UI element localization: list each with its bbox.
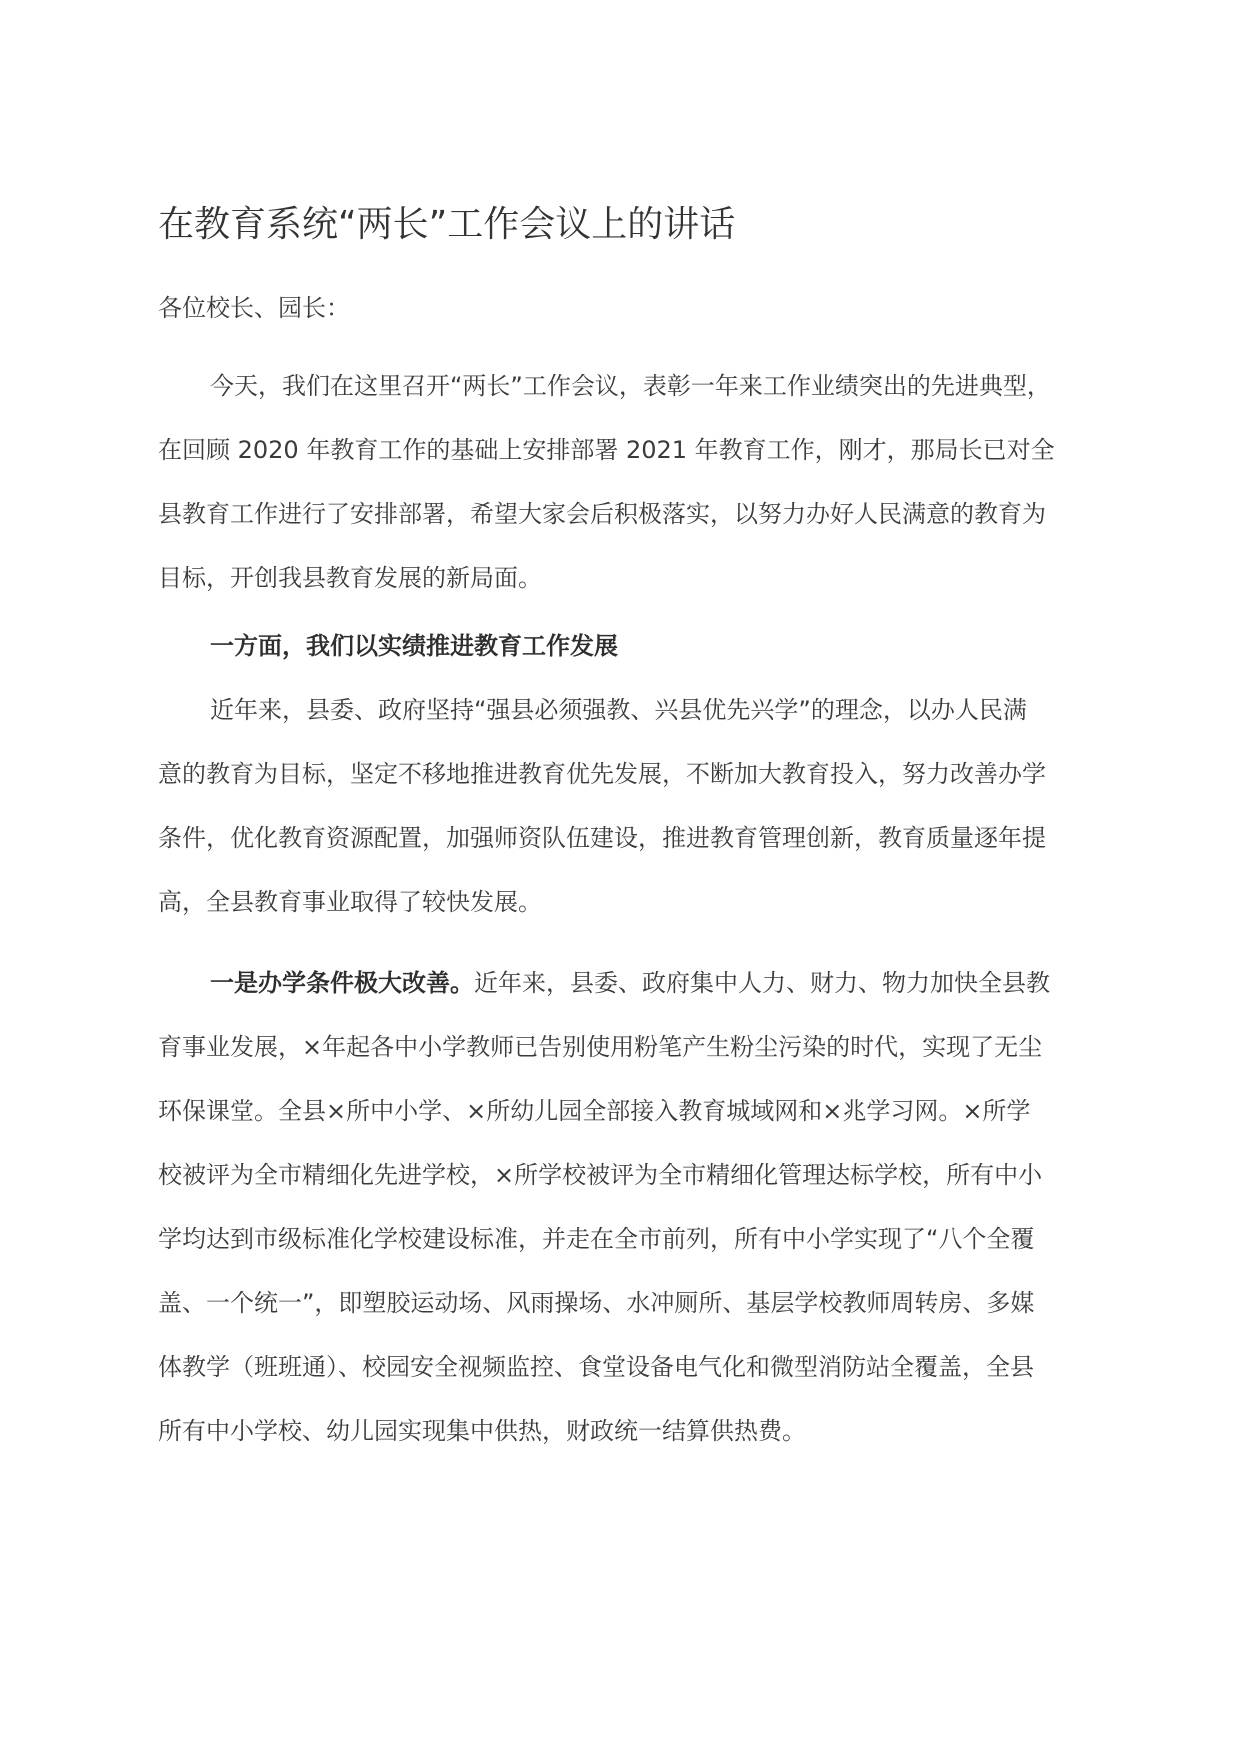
paragraph-opening [158, 354, 1098, 610]
text-line: 县教育工作进行了安排部署，希望大家会后积极落实，以努力办好人民满意的教育为 [158, 500, 1046, 528]
section-heading [158, 614, 1098, 678]
text-line: 高，全县教育事业取得了较快发展。 [158, 888, 542, 916]
document-title: 在教育系统“两长”工作会议上的讲话 [158, 204, 736, 245]
text-line: 条件，优化教育资源配置，加强师资队伍建设，推进教育管理创新，教育质量逐年提 [158, 824, 1046, 852]
text-line: 体教学（班班通）、校园安全视频监控、食堂设备电气化和微型消防站全覆盖，全县 [158, 1353, 1034, 1381]
text-line: 意的教育为目标，坚定不移地推进教育优先发展，不断加大教育投入，努力改善办学 [158, 760, 1046, 788]
text-line: 目标，开创我县教育发展的新局面。 [158, 564, 542, 592]
section-heading-text: 一方面，我们以实绩推进教育工作发展 [210, 632, 618, 660]
text-line: 环保课堂。全县×所中小学、×所幼儿园全部接入教育城域网和×兆学习网。×所学 [158, 1097, 1031, 1125]
text-line: 在回顾 2020 年教育工作的基础上安排部署 2021 年教育工作，刚才，那局长已对全 [158, 436, 1055, 464]
text-line-first [158, 951, 1098, 1015]
text-line: 盖、一个统一”，即塑胶运动场、风雨操场、水冲厕所、基层学校教师周转房、多媒 [158, 1289, 1035, 1317]
salutation: 各位校长、园长： [158, 294, 350, 322]
lead-sentence: 一是办学条件极大改善。 [210, 969, 474, 997]
text-line: 所有中小学校、幼儿园实现集中供热，财政统一结算供热费。 [158, 1417, 806, 1445]
paragraph-conditions [158, 951, 1098, 1463]
text-line: 今天，我们在这里召开“两长”工作会议，表彰一年来工作业绩突出的先进典型， [210, 372, 1051, 400]
text-line: 学均达到市级标准化学校建设标准，并走在全市前列，所有中小学实现了“八个全覆 [158, 1225, 1035, 1253]
text-line: 近年来，县委、政府坚持“强县必须强教、兴县优先兴学”的理念，以办人民满 [210, 696, 1027, 724]
lead-line-rest: 近年来，县委、政府集中人力、财力、物力加快全县教 [474, 969, 1050, 997]
text-line: 育事业发展，×年起各中小学教师已告别使用粉笔产生粉尘污染的时代，实现了无尘 [158, 1033, 1043, 1061]
text-line: 校被评为全市精细化先进学校，×所学校被评为全市精细化管理达标学校，所有中小 [158, 1161, 1043, 1189]
paragraph-overview [158, 678, 1098, 934]
